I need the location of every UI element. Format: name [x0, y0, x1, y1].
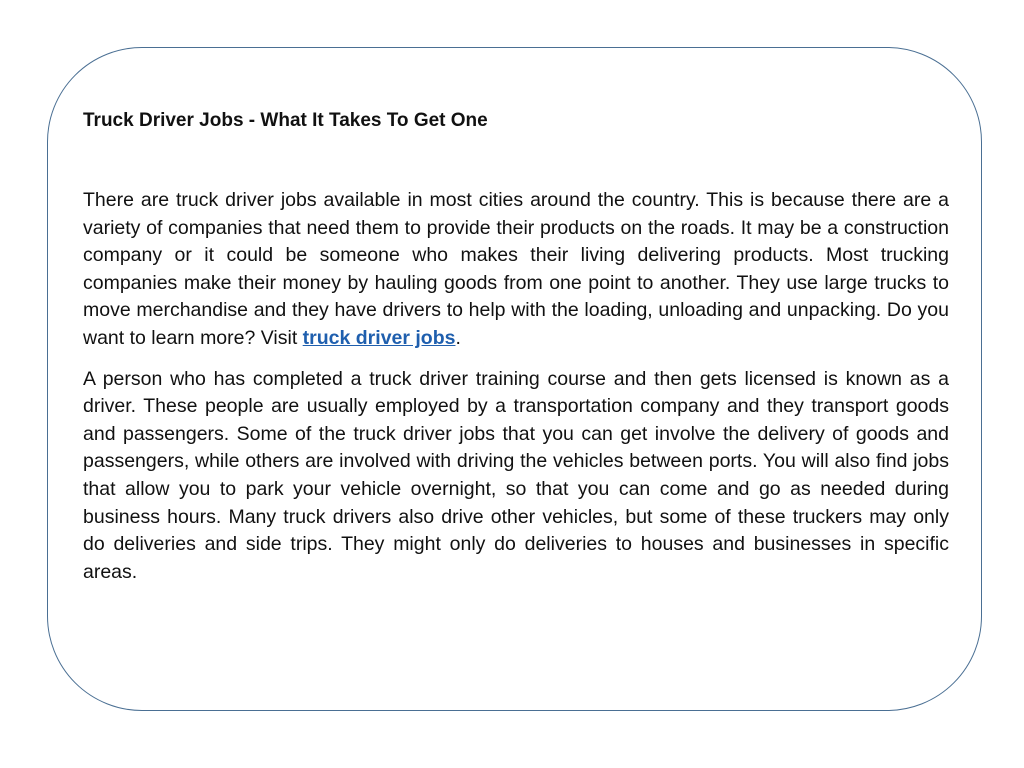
document-content: [83, 107, 949, 586]
paragraph-1-text: There are truck driver jobs available in most cities around the country. This is because there are a variety of companies that need them to provide their products on the roads. It may be a construction company or it could be someone who makes their living delivering products. Most trucking companies make their money by hauling goods from one point to another. They use large trucks to move merchandise and they have drivers to help with the loading, unloading and unpacking. Do you want to learn more? Visit: [83, 189, 949, 349]
truck-driver-jobs-link[interactable]: truck driver jobs: [302, 326, 456, 349]
document-title: Truck Driver Jobs - What It Takes To Get One: [83, 110, 488, 131]
paragraph-1: [83, 187, 949, 353]
paragraph-2: A person who has completed a truck driver training course and then gets licensed is known as a driver. These people are usually employed by a transportation company and they transport goods and passengers. Some of the truck driver jobs that you can get involve the delivery of goods and passengers, while others are involved with driving the vehicles between ports. You will also find jobs that allow you to park your vehicle overnight, so that you can come and go as needed during business hours. Many truck drivers also drive other vehicles, but some of these truckers may only do deliveries and side trips. They might only do deliveries to houses and businesses in specific areas.: [83, 367, 949, 583]
paragraph-1-end: .: [455, 326, 461, 349]
